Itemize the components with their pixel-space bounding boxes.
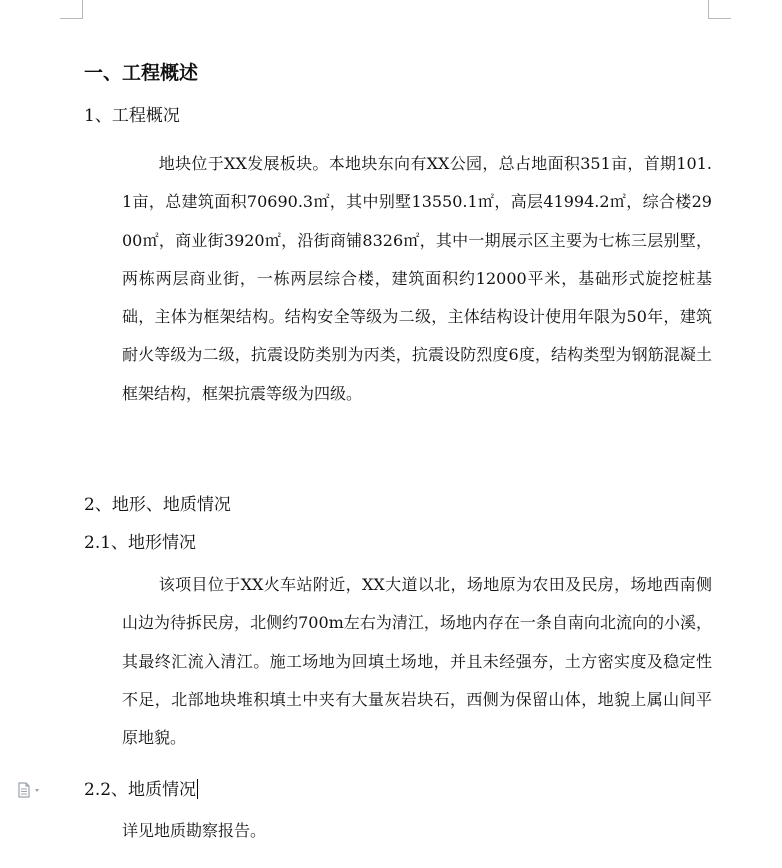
section-1-paragraph[interactable]: 地块位于XX发展板块。本地块东向有XX公园，总占地面积351亩，首期101.1亩，总建筑面积70690.3㎡，其中别墅13550.1㎡，高层41994.2㎡，综合楼2900㎡，商业街3920㎡，沿街商铺8326㎡，其中一期展示区主要为七栋三层别墅，两栋两层商业街，一栋两层综合楼，建筑面积约12000平米，基础形式旋挖桩基础，主体为框架结构。结构安全等级为二级，主体结构设计使用年限为50年，建筑耐火等级为二级，抗震设防类别为丙类，抗震设防烈度6度，结构类型为钢筋混凝土框架结构，框架抗震等级为四级。	[122, 154, 712, 403]
section-2-2-paragraph[interactable]: 详见地质勘察报告。	[122, 821, 267, 840]
section-2-title[interactable]: 2、地形、地质情况	[84, 495, 231, 515]
section-2-2-title-text: 2.2、地质情况	[84, 780, 197, 800]
document-dropdown-icon[interactable]	[17, 782, 43, 798]
page-corner-mark-top-right	[708, 0, 731, 19]
text-cursor	[197, 779, 198, 799]
section-1-title[interactable]: 1、工程概况	[84, 106, 180, 126]
document-icon-svg	[17, 782, 43, 798]
section-2-1-title[interactable]: 2.1、地形情况	[84, 533, 197, 553]
page-corner-mark-top-left	[60, 0, 83, 19]
heading-1[interactable]: 一、工程概述	[84, 62, 199, 84]
section-2-2-title[interactable]	[84, 776, 198, 804]
section-2-1-paragraph[interactable]: 该项目位于XX火车站附近，XX大道以北，场地原为农田及民房，场地西南侧山边为待拆民房，北侧约700m左右为清江，场地内存在一条自南向北流向的小溪，其最终汇流入清江。施工场地为回填土场地，并且未经强夯，土方密实度及稳定性不足，北部地块堆积填土中夹有大量灰岩块石，西侧为保留山体，地貌上属山间平原地貌。	[122, 575, 712, 748]
